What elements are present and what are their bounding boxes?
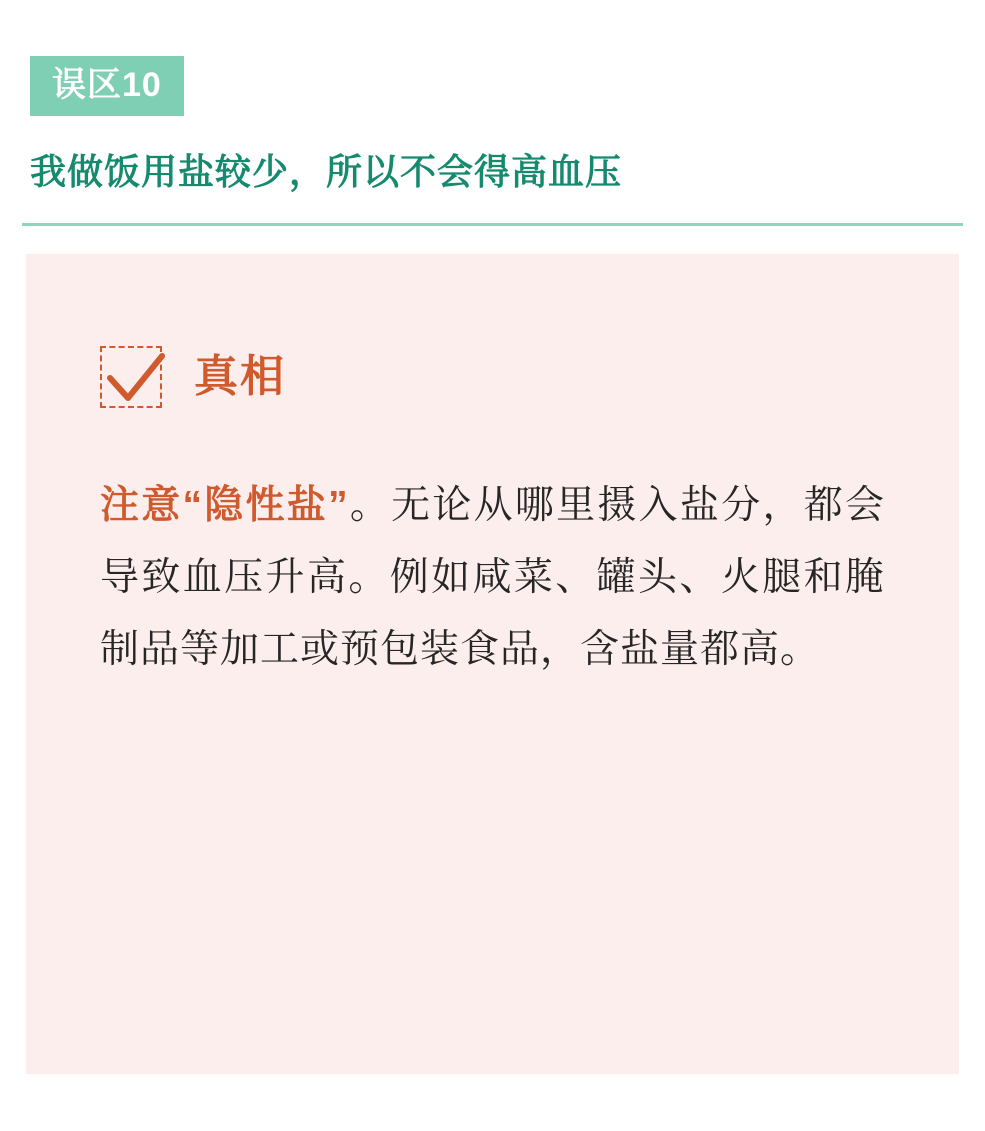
header bbox=[0, 0, 985, 193]
truth-card bbox=[26, 254, 959, 1074]
truth-label: 真相 bbox=[194, 352, 286, 402]
misconception-badge: 误区10 bbox=[30, 56, 184, 116]
truth-heading-row bbox=[100, 346, 885, 408]
truth-body-highlight: 注意“隐性盐” bbox=[100, 484, 349, 528]
check-mark-icon bbox=[100, 346, 162, 408]
truth-body-rest: 。无论从哪里摄入盐分，都会导致血压升高。例如咸菜、罐头、火腿和腌制品等加工或预包装食品，含盐量都高。 bbox=[100, 484, 885, 672]
page-title: 我做饭用盐较少，所以不会得高血压 bbox=[30, 151, 623, 192]
header-divider bbox=[22, 223, 963, 226]
truth-body bbox=[100, 470, 885, 686]
